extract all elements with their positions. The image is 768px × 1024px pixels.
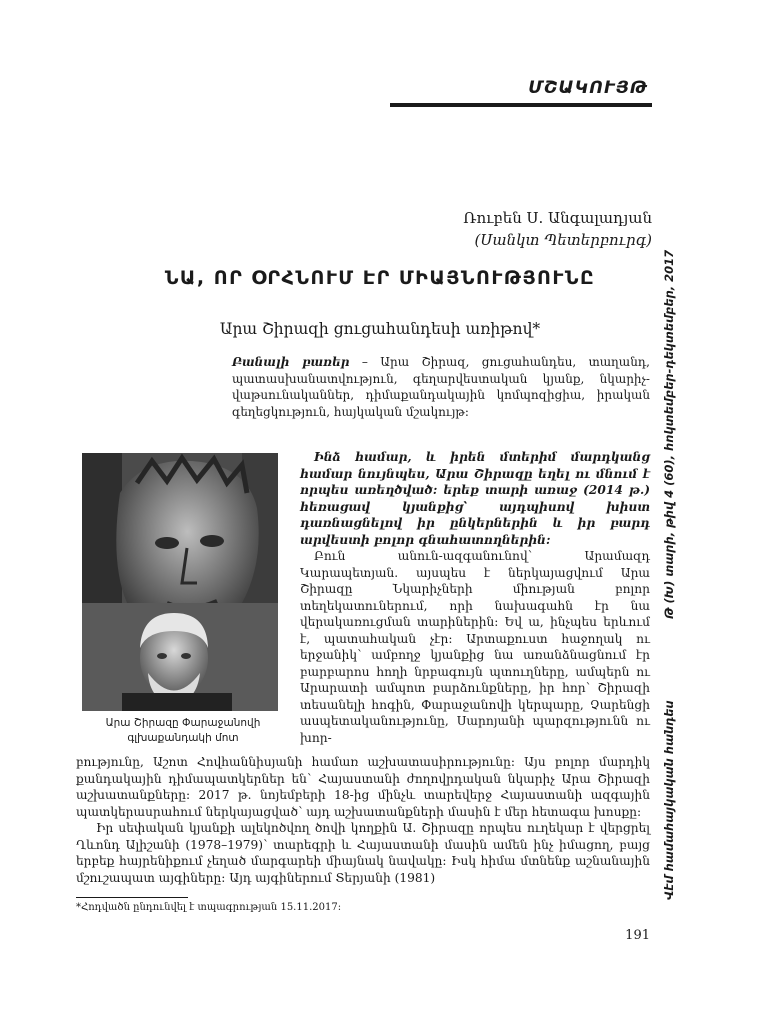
body-paragraph-1-continued: բությունը, Աշոտ Հովհաննիսյանի համառ աշխատասիրությունը: Այս բոլոր մարդիկ քանդակային դիմապատկերներ են՝ Հայաստանի ժողովրդական նկարիչ Արա Շիրազի աշխատանքները: 2017 թ. նոյեմբերի 18-ից մինչև տարեվերջ Հայաստանի ազգային պատկերասրահում ներկայացված՝ այդ աշխատանքների մասին է մեր հետագա խոսքը: [76, 755, 650, 819]
author-name: Ռուբեն Ս. Անգալադյան [463, 209, 652, 227]
journal-side-text [662, 250, 684, 900]
article-subtitle: Արա Շիրազի ցուցահանդեսի առիթով* [219, 320, 541, 338]
body-paragraph-2: Իր սեփական կյանքի ալեկոծվող ծովի կողքին Ա. Շիրազը որպես ուղեկար է վերցրել Ղևոնդ Ալիշանի (1978–1979)՝ տարեգրի և Հայաստանի մասին ամեն ինչ իմացող, բայց երբեք հայրենիքում չեղած մարգարեի միայնակ նավակը: Իսկ հիմա մտնենք աշնանային մշուշապատ այգիները: Այդ այգիներում Տերյանի (1981) [76, 821, 650, 885]
keywords-label: Բանալի բառեր [232, 355, 350, 369]
body-column [300, 449, 650, 746]
body-full-width [76, 754, 650, 886]
journal-name: Վէմ համահայկական հանդես [662, 700, 676, 900]
section-title: ՄՇԱԿՈՒՅԹ [528, 78, 648, 98]
keywords-text: – Արա Շիրազ, ցուցահանդես, տաղանդ, պատասխանատվություն, գեղարվեստական կյանք, նկարիչ-վաթսունականներ, դիմաքանդակային կոմպոզիցիա, իրական գեղեցկություն, հայկական մշակույթ: [232, 355, 650, 419]
author-block [330, 207, 652, 251]
footnote-rule [76, 897, 188, 898]
section-rule [390, 103, 652, 107]
article-title: ՆԱ, ՈՐ ՕՐՀՆՈՒՄ ԷՐ ՄԻԱՅՆՈՒԹՅՈՒՆԸ [164, 267, 596, 289]
lead-paragraph: Ինձ համար, և իրեն մտերիմ մարդկանց համար նույնպես, Արա Շիրազը եղել ու մնում է որպես առեղծված: երեք տարի առաջ (2014 թ.) հեռացավ կյանքից՝ այդպիսով խիստ դառնացնելով իր ընկերներին և իր բարդ արվեստի բոլոր գնահատողներին: [300, 450, 650, 547]
figure-photo [82, 453, 278, 711]
footnote: *Հոդվածն ընդունվել է տպագրության 15.11.2017: [76, 902, 342, 913]
page-number: 191 [625, 928, 650, 943]
figure-caption: Արա Շիրազը Փարաջանովի գլխաքանդակի մոտ [105, 717, 261, 744]
body-paragraph-1: Բուն անուն-ազգանունով՝ Արամազդ Կարապետյան. այսպես է ներկայացվում Արա Շիրազը Նկարիչների միության բոլոր տեղեկատուներում, որի նախագահն էր նա վերակառուցման տարիներին: Եվ ա, ինչպես երևում է, պատահական չէր: Արտաքուստ հաջողակ ու երջանիկ՝ ամբողջ կյանքից նա առանձնացնում էր բարբարոս հողի նրբագույն պտուղները, ամպերն ու Արարատի ամպոտ բարձունքները, իր հոր՝ Շիրազի տեսանելի հոգին, Փարաջանովի կերպարը, Չարենցի ասպետականությունը, Սարոյանի պարզությունն ու խոր- [300, 549, 650, 745]
author-institution: (Սանկտ Պետերբուրգ) [474, 231, 652, 249]
journal-issue: Թ (Խ) տարի, թիվ 4 (60), հոկտեմբեր-դեկտեմբեր, 2017 [662, 250, 676, 620]
photo-illustration [82, 453, 278, 711]
keywords [232, 354, 650, 420]
